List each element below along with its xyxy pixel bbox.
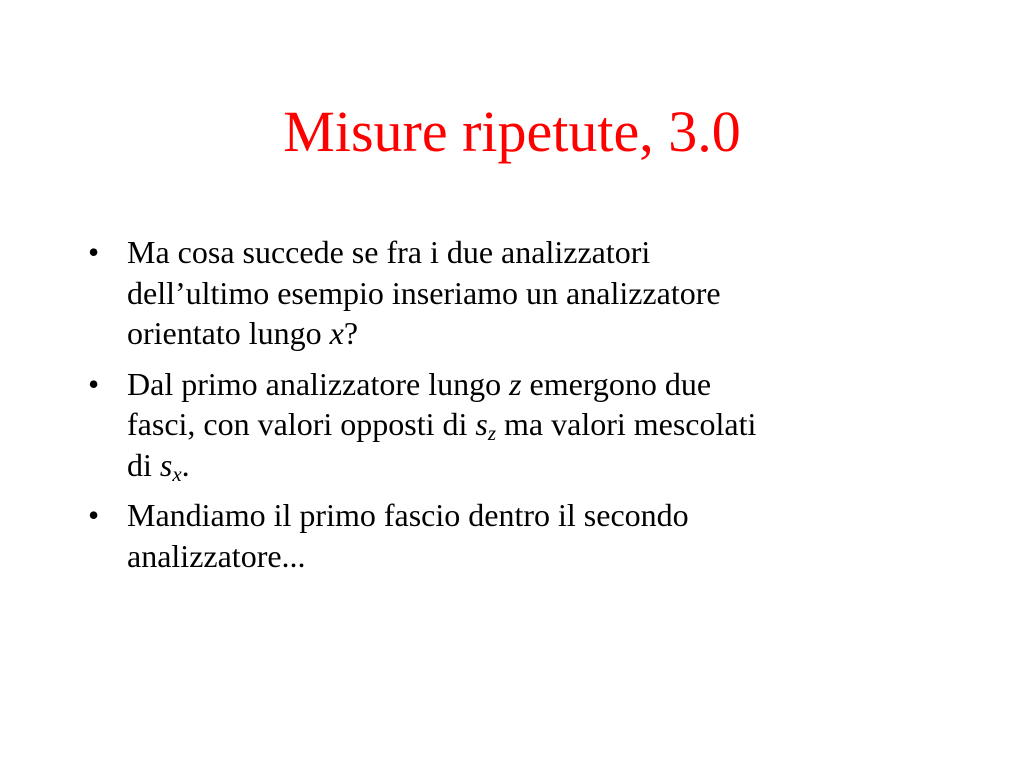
bullet-item-2 [80, 364, 940, 486]
bullet-dot-icon: • [88, 234, 100, 270]
bullet-item-1 [80, 232, 940, 354]
slide-title: Misure ripetute, 3.0 [283, 99, 741, 164]
bullet-1-line-2: dell’ultimo esempio inseriamo un analizzatore [127, 274, 721, 311]
bullet-1-line-3-text: orientato lungo [127, 315, 330, 351]
bullet-dot-icon: • [88, 365, 100, 402]
bullet-dot-icon: • [88, 497, 100, 533]
bullet-item-3 [80, 495, 940, 576]
bullet-2-line-1-end: emergono due [521, 365, 712, 402]
bullet-list [80, 232, 940, 586]
bullet-2-line-3-end: . [181, 446, 190, 483]
bullet-2-line-2-text: fasci, con valori opposti di [127, 406, 476, 442]
variable-z: z [509, 365, 522, 402]
bullet-1-line-3-end: ? [343, 315, 359, 351]
bullet-2-line-2-end: ma valori mescolati [496, 406, 757, 442]
bullet-3-line-1: Mandiamo il primo fascio dentro il secondo [127, 497, 689, 533]
variable-s: s [159, 446, 173, 483]
bullet-2-line-1-text: Dal primo analizzatore lungo [127, 365, 510, 402]
bullet-2-line-3-text: di [127, 446, 160, 483]
subscript-z: z [487, 421, 497, 445]
subscript-x: x [172, 461, 182, 486]
variable-s: s [475, 406, 488, 442]
variable-x: x [329, 315, 344, 351]
bullet-3-line-2: analizzatore... [127, 537, 306, 574]
bullet-1-line-1: Ma cosa succede se fra i due analizzatori [127, 234, 651, 270]
